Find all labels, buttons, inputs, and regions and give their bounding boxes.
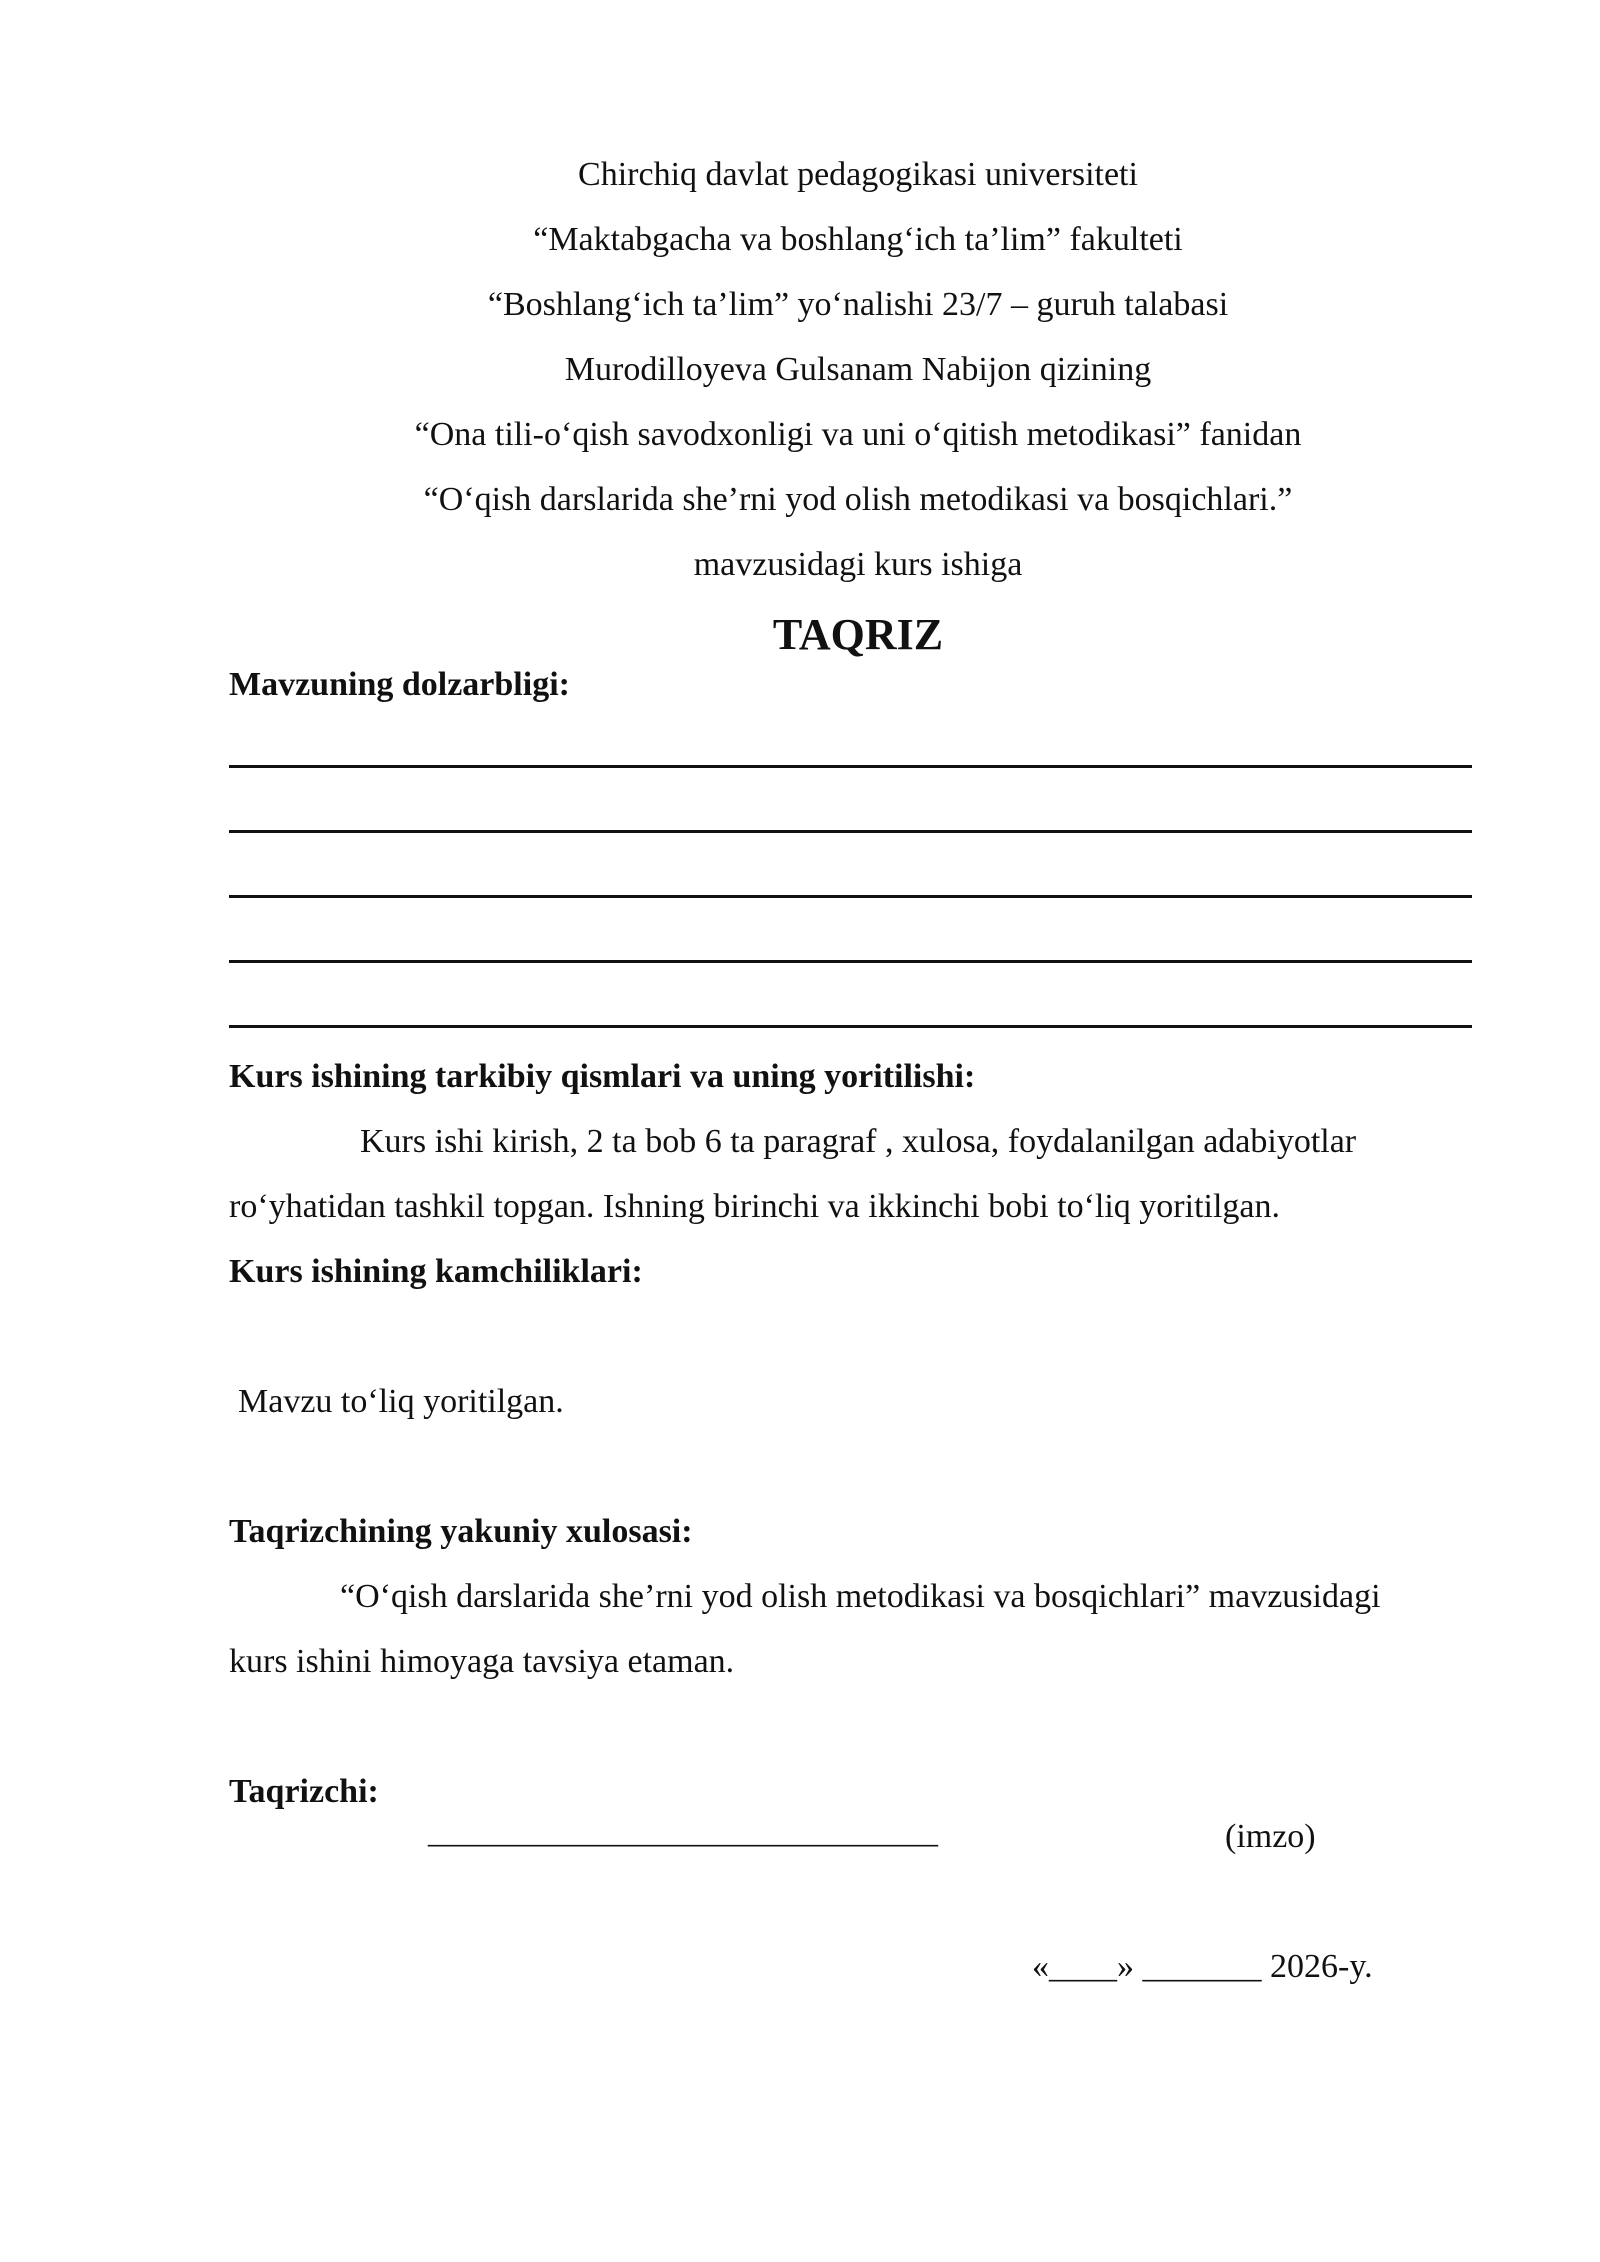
relevance-label: Mavzuning dolzarbligi: [229,666,570,703]
date-line: «____» _______ 2026-y. [1032,1948,1373,1985]
conclusion-label: Taqrizchining yakuniy xulosasi: [229,1513,693,1550]
structure-text-line-1: Kurs ishi kirish, 2 ta bob 6 ta paragraf , xulosa, foydalanilgan adabiyotlar [360,1123,1357,1160]
shortcomings-label: Kurs ishining kamchiliklari: [229,1253,643,1290]
reviewer-label: Taqrizchi: [229,1773,379,1810]
direction-line: “Boshlang‘ich ta’lim” yo‘nalishi 23/7 – guruh talabasi [487,286,1229,323]
shortcomings-text: Mavzu to‘liq yoritilgan. [238,1383,564,1420]
university-name: Chirchiq davlat pedagogikasi universiteti [578,156,1138,193]
student-name: Murodilloyeva Gulsanam Nabijon qizining [564,351,1152,388]
conclusion-text-line-2: kurs ishini himoyaga tavsiya etaman. [229,1643,735,1680]
relevance-blank-line [229,895,1472,898]
topic-line: “O‘qish darslarida she’rni yod olish metodikasi va bosqichlari.” [423,481,1293,518]
relevance-blank-line [229,830,1472,833]
document-title: TAQRIZ [772,610,944,659]
structure-label: Kurs ishining tarkibiy qismlari va uning yoritilishi: [229,1058,976,1095]
conclusion-text-line-1: “O‘qish darslarida she’rni yod olish metodikasi va bosqichlari” mavzusidagi [340,1578,1381,1615]
signature-imzo: (imzo) [1225,1818,1316,1855]
signature-blank: ______________________________ [428,1813,938,1850]
relevance-blank-line [229,1025,1472,1028]
structure-text-line-2: ro‘yhatidan tashkil topgan. Ishning birinchi va ikkinchi bobi to‘liq yoritilgan. [229,1188,1280,1225]
faculty-name: “Maktabgacha va boshlang‘ich ta’lim” fakulteti [533,221,1183,258]
subject-line: “Ona tili-o‘qish savodxonligi va uni o‘qitish metodikasi” fanidan [414,416,1302,453]
relevance-blank-line [229,960,1472,963]
relevance-blank-line [229,765,1472,768]
work-type-line: mavzusidagi kurs ishiga [693,546,1023,583]
